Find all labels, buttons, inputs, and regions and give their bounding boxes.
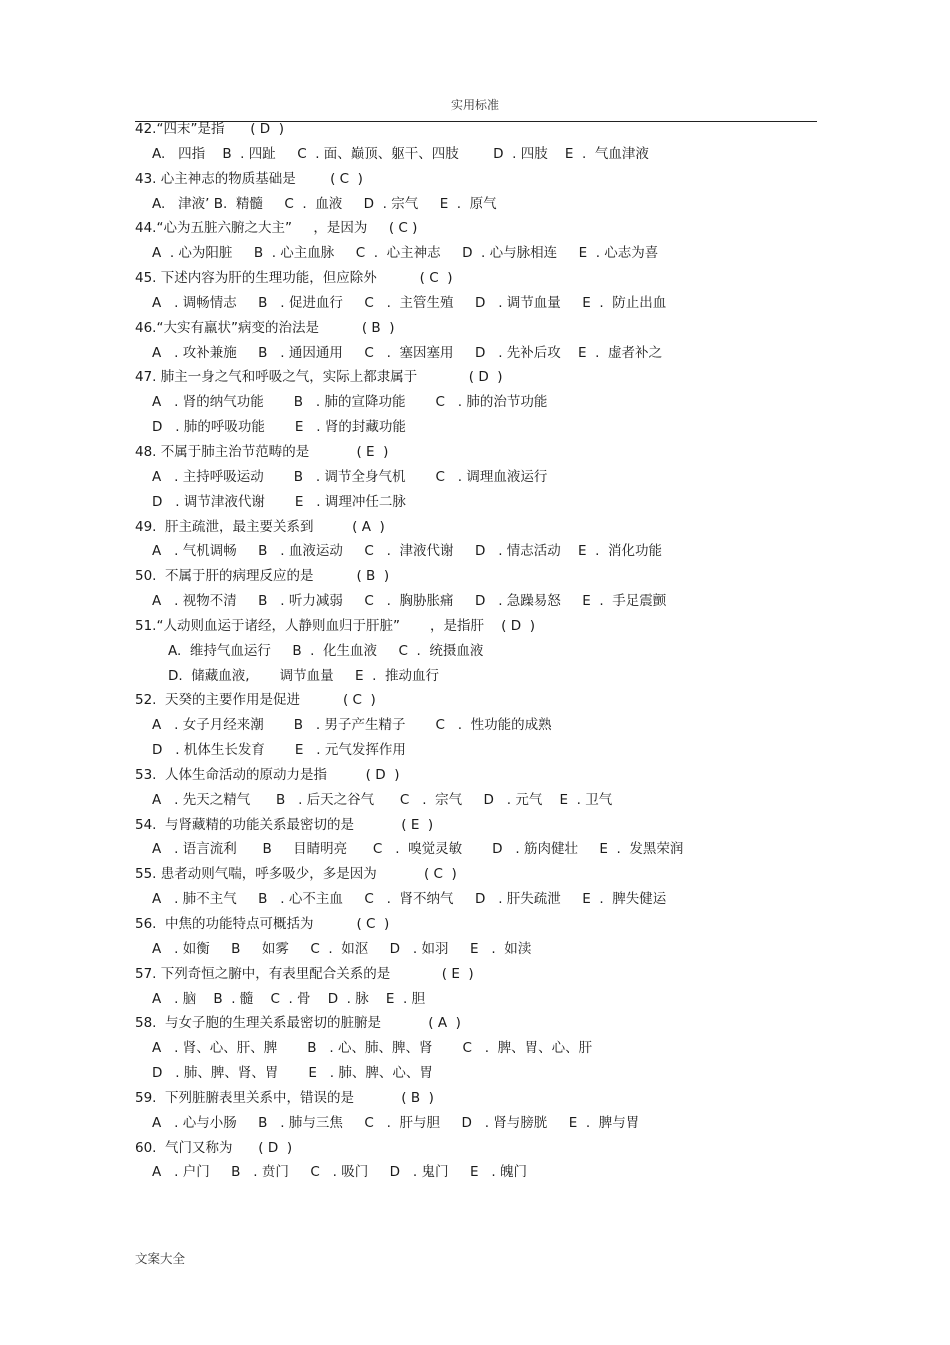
answer-options: A . 主持呼吸运动 B . 调节全身气机 C . 调理血液运行 [152,468,548,485]
question-stem: 45. 下述内容为肝的生理功能，但应除外 ( C ) [135,270,453,287]
answer-options: D . 肺的呼吸功能 E . 肾的封藏功能 [152,419,406,436]
question-stem: 51.“人动则血运于诸经，人静则血归于肝脏” ，是指肝 ( D ) [135,617,535,634]
question-stem: 55. 患者动则气喘，呼多吸少，多是因为 ( C ) [135,866,457,883]
question-stem: 43. 心主神志的物质基础是 ( C ) [135,170,363,187]
question-stem: 48. 不属于肺主治节范畴的是 ( E ) [135,443,389,460]
answer-options: A . 先天之精气 B . 后天之谷气 C . 宗气 D . 元气 E . 卫气 [152,791,613,808]
answer-options: A . 气机调畅 B . 血液运动 C . 津液代谢 D . 情志活动 E . 消化功能 [152,543,662,560]
question-stem: 44.“心为五脏六腑之大主” ，是因为 ( C ) [135,220,418,237]
answer-options: D . 机体生长发育 E . 元气发挥作用 [152,742,406,759]
question-stem: 42.“四末”是指 ( D ) [135,121,285,137]
page-footer: 文案大全 [135,1251,186,1266]
answer-options: A . 户门 B . 贲门 C . 吸门 D . 鬼门 E . 魄门 [152,1164,527,1181]
answer-options: A . 调畅情志 B . 促进血行 C . 主管生殖 D . 调节血量 E . 防止出血 [152,294,667,311]
answer-options: A . 肾的纳气功能 B . 肺的宣降功能 C . 肺的治节功能 [152,394,548,411]
question-stem: 54. 与肾藏精的功能关系最密切的是 ( E ) [135,816,434,833]
answer-options: A. 四指 B . 四趾 C . 面、巅顶、躯干、四肢 D . 四肢 E . 气血津液 [152,145,649,162]
question-stem: 47. 肺主一身之气和呼吸之气，实际上都隶属于 ( D ) [135,369,503,386]
question-stem: 60. 气门又称为 ( D ) [135,1139,293,1156]
answer-options: A. 维持气血运行 B . 化生血液 C . 统摄血液 [168,642,484,659]
answer-options: A . 攻补兼施 B . 通因通用 C . 塞因塞用 D . 先补后攻 E . 虚者补之 [152,344,662,361]
question-stem: 56. 中焦的功能特点可概括为 ( C ) [135,916,390,932]
answer-options: D . 调节津液代谢 E . 调理冲任二脉 [152,493,406,510]
question-stem: 50. 不属于肝的病理反应的是 ( B ) [135,568,390,585]
answer-options: A . 肾、心、肝、脾 B . 心、肺、脾、肾 C . 脾、胃、心、肝 [152,1040,593,1057]
answer-options: D . 肺、脾、肾、胃 E . 肺、脾、心、胃 [152,1065,433,1082]
answer-options: A . 肺不主气 B . 心不主血 C . 肾不纳气 D . 肝失疏泄 E . 脾失健运 [152,891,667,908]
question-stem: 57. 下列奇恒之腑中，有表里配合关系的是 ( E ) [135,965,474,982]
question-stem: 58. 与女子胞的生理关系最密切的脏腑是 ( A ) [135,1015,461,1032]
answer-options: A . 脑 B . 髓 C . 骨 D . 脉 E . 胆 [152,990,426,1007]
question-list [135,117,835,1185]
question-stem: 53. 人体生命活动的原动力是指 ( D ) [135,766,400,783]
question-stem: 49. 肝主疏泄，最主要关系到 ( A ) [135,518,385,535]
question-stem: 46.“大实有羸状”病变的治法是 ( B ) [135,319,395,336]
answer-options: A . 心与小肠 B . 肺与三焦 C . 肝与胆 D . 肾与膀胱 E . 脾与胃 [152,1114,640,1131]
answer-options: A . 语言流利 B 目睛明亮 C . 嗅觉灵敏 D . 筋肉健壮 E . 发黑荣润 [152,841,684,858]
answer-options: A . 如衡 B 如雾 C . 如沤 D . 如羽 E . 如渎 [152,940,532,957]
question-stem: 59. 下列脏腑表里关系中，错误的是 ( B ) [135,1089,434,1106]
question-stem: 52. 天癸的主要作用是促进 ( C ) [135,692,376,709]
answer-options: A . 视物不清 B . 听力减弱 C . 胸胁胀痛 D . 急躁易怒 E . 手足震颤 [152,593,667,610]
answer-options: A . 女子月经来潮 B . 男子产生精子 C . 性功能的成熟 [152,717,552,734]
answer-options: A . 心为阳脏 B . 心主血脉 C . 心主神志 D . 心与脉相连 E . 心志为喜 [152,245,659,262]
answer-options: D. 储藏血液, 调节血量 E . 推动血行 [168,667,440,684]
answer-options: A. 津液’ B. 精髓 C . 血液 D . 宗气 E . 原气 [152,195,497,212]
page-header: 实用标准 [450,98,499,112]
